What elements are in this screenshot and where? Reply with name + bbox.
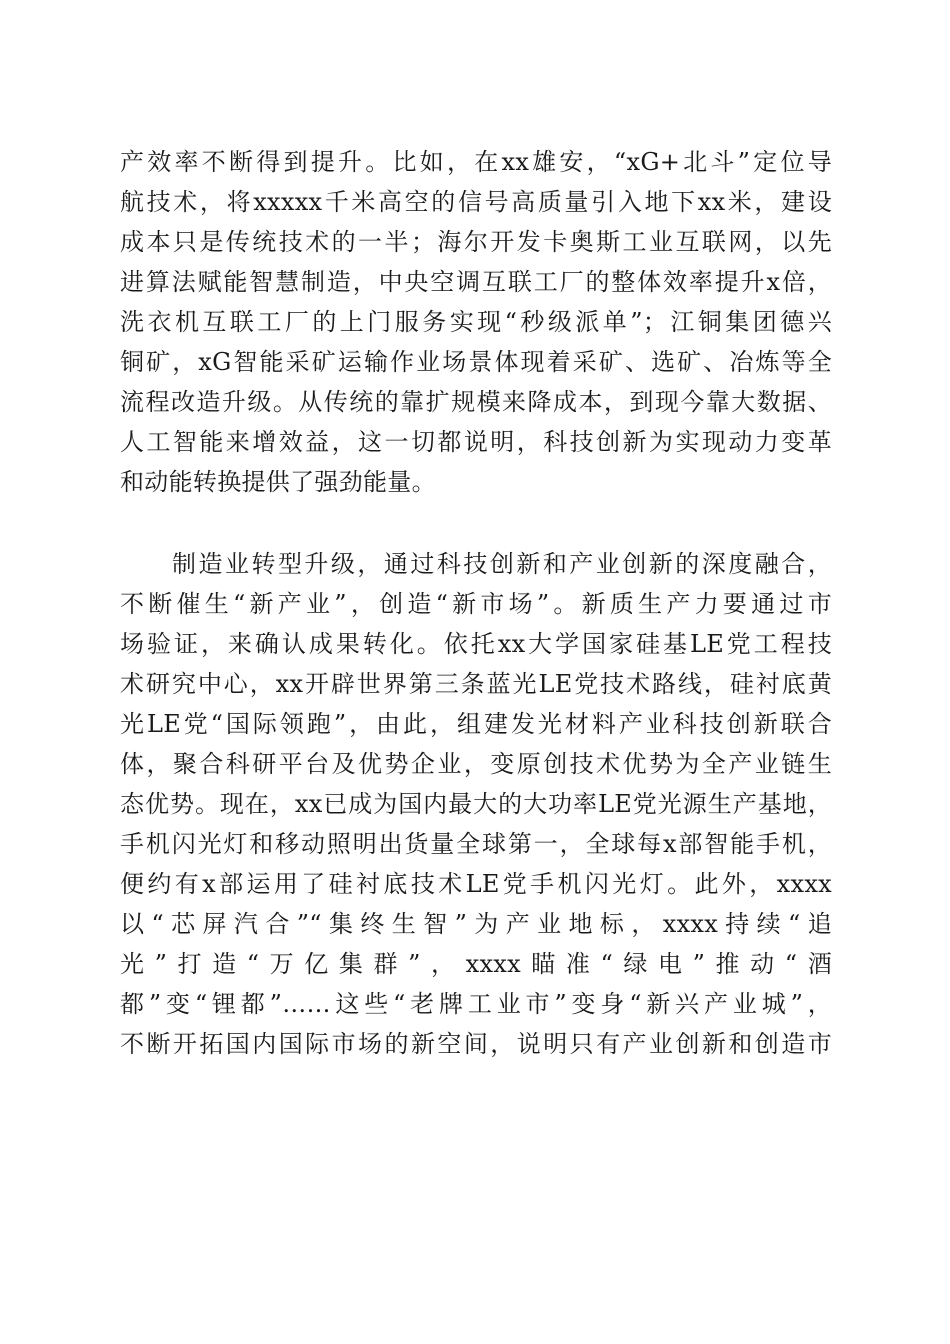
paragraph-line: 术研究中心，xx开辟世界第三条蓝光LE党技术路线，硅衬底黄 <box>120 670 832 698</box>
paragraph-line: 制造业转型升级，通过科技创新和产业创新的深度融合， <box>172 550 832 578</box>
paragraph-line: 铜矿，xG智能采矿运输作业场景体现着采矿、选矿、冶炼等全 <box>120 348 832 376</box>
paragraph-line: 洗衣机互联工厂的上门服务实现“秒级派单”；江铜集团德兴 <box>120 308 832 336</box>
paragraph-line: 都”变“锂都”……这些“老牌工业市”变身“新兴产业城”， <box>120 990 832 1018</box>
paragraph-line: 体，聚合科研平台及优势企业，变原创技术优势为全产业链生 <box>120 750 832 778</box>
paragraph-line: 手机闪光灯和移动照明出货量全球第一，全球每x部智能手机， <box>120 830 832 858</box>
paragraph-line: 不断催生“新产业”，创造“新市场”。新质生产力要通过市 <box>120 590 832 618</box>
paragraph-line: 不断开拓国内国际市场的新空间，说明只有产业创新和创造市 <box>120 1030 832 1058</box>
paragraph-line: 进算法赋能智慧制造，中央空调互联工厂的整体效率提升x倍， <box>120 268 832 296</box>
paragraph-2 <box>120 544 832 1064</box>
paragraph-line: 成本只是传统技术的一半；海尔开发卡奥斯工业互联网，以先 <box>120 228 832 256</box>
paragraph-line: 人工智能来增效益，这一切都说明，科技创新为实现动力变革 <box>120 428 832 456</box>
paragraph-1 <box>120 142 832 502</box>
paragraph-line: 光”打造“万亿集群”，xxxx瞄准“绿电”推动“酒 <box>120 950 832 978</box>
paragraph-line: 便约有x部运用了硅衬底技术LE党手机闪光灯。此外，xxxx <box>120 870 832 898</box>
paragraph-line: 态优势。现在，xx已成为国内最大的大功率LE党光源生产基地， <box>120 790 832 818</box>
paragraph-line: 和动能转换提供了强劲能量。 <box>120 468 436 496</box>
paragraph-line: 流程改造升级。从传统的靠扩规模来降成本，到现今靠大数据、 <box>120 388 832 416</box>
paragraph-line: 光LE党“国际领跑”，由此，组建发光材料产业科技创新联合 <box>120 710 832 738</box>
paragraph-line: 产效率不断得到提升。比如，在xx雄安，“xG+北斗”定位导 <box>120 148 832 176</box>
paragraph-line: 航技术，将xxxxx千米高空的信号高质量引入地下xx米，建设 <box>120 188 832 216</box>
paragraph-line: 以“芯屏汽合”“集终生智”为产业地标，xxxx持续“追 <box>120 910 832 938</box>
paragraph-line: 场验证，来确认成果转化。依托xx大学国家硅基LE党工程技 <box>120 630 832 658</box>
